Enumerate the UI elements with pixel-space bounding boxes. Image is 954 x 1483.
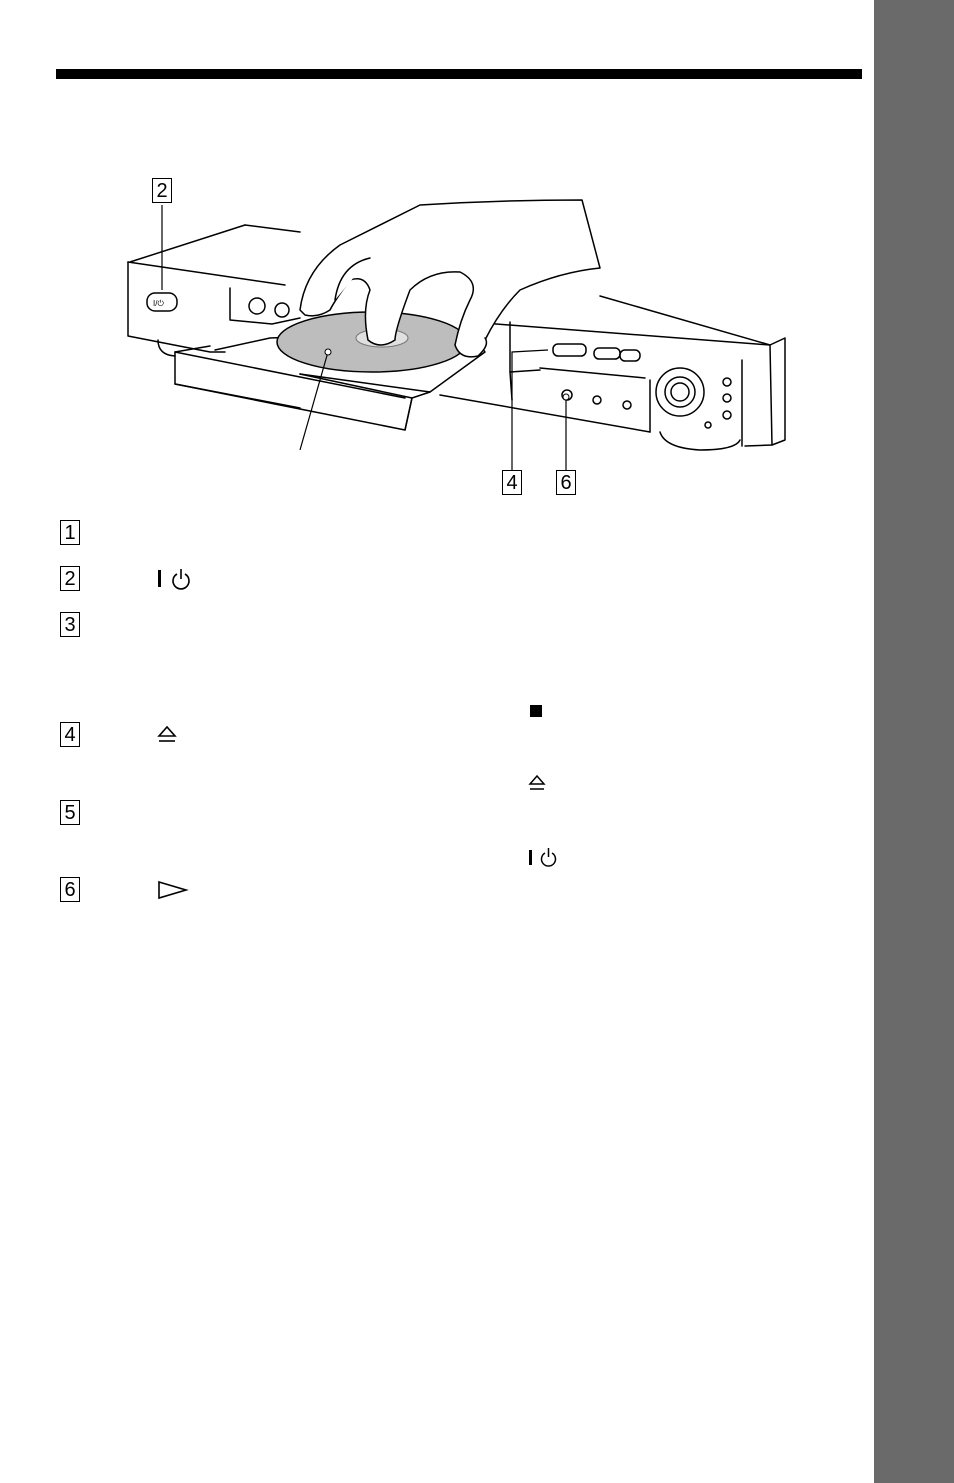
step-number: 5 bbox=[60, 800, 80, 825]
play-icon bbox=[156, 875, 190, 903]
step-4 bbox=[60, 722, 80, 747]
stop-icon bbox=[528, 700, 544, 724]
step-number: 6 bbox=[60, 877, 80, 902]
step-number: 3 bbox=[60, 612, 80, 637]
step-5 bbox=[60, 800, 80, 825]
step-2 bbox=[60, 566, 80, 591]
step-number: 4 bbox=[60, 722, 80, 747]
player-illustration bbox=[0, 0, 954, 500]
eject-icon bbox=[156, 720, 178, 748]
step-number: 1 bbox=[60, 520, 80, 545]
power-icon bbox=[156, 564, 196, 592]
svg-text:I/⏻: I/⏻ bbox=[153, 299, 164, 308]
callout-6: 6 bbox=[556, 470, 576, 495]
callout-4: 4 bbox=[502, 470, 522, 495]
step-number: 2 bbox=[60, 566, 80, 591]
eject-icon bbox=[527, 772, 547, 799]
step-6 bbox=[60, 877, 80, 902]
callout-2: 2 bbox=[152, 178, 172, 203]
step-1 bbox=[60, 520, 80, 545]
power-icon bbox=[527, 846, 563, 875]
step-3 bbox=[60, 612, 80, 637]
